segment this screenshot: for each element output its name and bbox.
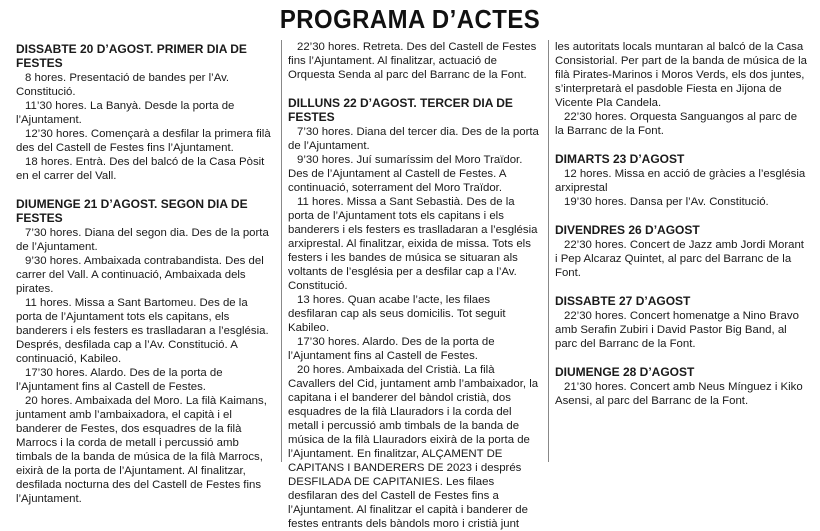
event-item: 7’30 hores. Diana del segon dia. Des de la porta de l’Ajuntament. <box>16 227 269 253</box>
event-item: 12 hores. Missa en acció de gràcies a l’església arxiprestal <box>555 168 806 194</box>
column-2 <box>281 40 545 530</box>
event-item: 22’30 hores. Orquesta Sanguangos al parc de la Barranc de la Font. <box>555 111 798 137</box>
event-item: 20 hores. Ambaixada del Cristià. La filà Cavallers del Cid, juntament amb l’ambaixador, la capitana i el banderer del bàndol cristià, dos esquadres de la filà Llauradors i la corda del metall i percussió amb timbals de la banda de música de la filà Llauradors eixirà de la porta de l’Ajuntament. En finalitzar, ALÇAMENT DE CAPITANS I BANDERERS DE 2023 i després DESFILADA DE CAPITANIES. Les filaes desfilaran des del Castell de Festes fins a l’Ajuntament. Al finalitzar el capità i banderer de festes entrants dels bàndols moro i cristià junt <box>288 364 539 530</box>
event-item: 11’30 hores. La Banyà. Desde la porta de l’Ajuntament. <box>16 100 235 126</box>
event-item: 13 hores. Quan acabe l’acte, les filaes desfilaran cap als seus domicilis. Tot seguit Kabileo. <box>288 294 506 334</box>
event-item: les autoritats locals muntaran al balcó de la Casa Consistorial. Per part de la banda de música de la filà Pirates-Marinos i Moros Verds, els dos juntes, s’interpretarà el pasdoble Fiesta en Jijona de Vicente Pla Candela. <box>555 41 808 109</box>
event-item: 21’30 hores. Concert amb Neus Mínguez i Kiko Asensi, al parc del Barranc de la Font. <box>555 381 803 407</box>
event-item: 9’30 hores. Juí sumaríssim del Moro Traïdor. Des de l’Ajuntament al Castell de Festes. A continuació, soterrament del Moro Traïdor. <box>288 154 523 194</box>
column-3 <box>548 40 814 462</box>
day-heading: DIVENDRES 26 D’AGOST <box>555 223 700 237</box>
event-item: 20 hores. Ambaixada del Moro. La filà Kaimans, juntament amb l’ambaixadora, el capità i el banderer de Festes, dos esquadres de la filà Marrocs i la corda de metall i percussió amb timbals de la banda de música de la filà Marrocs, eixirà de la porta de l’Ajuntament. Al finalitzar, desfilada nocturna des del Castell de Festes fins l’Ajuntament. <box>16 395 267 505</box>
day-heading: DISSABTE 20 D’AGOST. PRIMER DIA DE FESTES <box>16 42 247 70</box>
event-item: 17’30 hores. Alardo. Des de la porta de l’Ajuntament fins al Castell de Festes. <box>16 367 223 393</box>
event-item: 7’30 hores. Diana del tercer dia. Des de la porta de l’Ajuntament. <box>288 126 539 152</box>
event-item: 11 hores. Missa a Sant Sebastià. Des de la porta de l’Ajuntament tots els capitans i els banderers i els festers es traslladaran a l’església arxiprestal. Al finalitzar, eixida de missa. Tots els festers i les bandes de música se situaran als voltants de l’església per a desfilar cap a l’Av. Constitució. <box>288 196 538 292</box>
page-title: PROGRAMA D’ACTES <box>279 4 541 34</box>
day-heading: DIUMENGE 28 D’AGOST <box>555 365 695 379</box>
event-item: 22’30 hores. Concert de Jazz amb Jordi Morant i Pep Alcaraz Quintet, al parc del Barranc de la Font. <box>555 239 804 279</box>
event-item: 19’30 hores. Dansa per l’Av. Constitució. <box>564 196 769 208</box>
event-item: 22’30 hores. Retreta. Des del Castell de Festes fins l’Ajuntament. Al finalitzar, actuació de Orquesta Senda al parc del Barranc de la Font. <box>288 41 537 81</box>
day-heading: DIMARTS 23 D’AGOST <box>555 152 685 166</box>
event-item: 18 hores. Entrà. Des del balcó de la Casa Pòsit en el carrer del Vall. <box>16 156 265 182</box>
event-item: 12’30 hores. Començarà a desfilar la primera filà des del Castell de Festes fins l’Ajuntament. <box>16 128 271 154</box>
event-item: 8 hores. Presentació de bandes per l’Av. Constitució. <box>16 72 230 98</box>
day-heading: DILLUNS 22 D’AGOST. TERCER DIA DE FESTES <box>288 96 513 124</box>
event-item: 22’30 hores. Concert homenatge a Nino Bravo amb Serafin Zubiri i David Pastor Big Band, al parc del Barranc de la Font. <box>555 310 799 350</box>
event-item: 9’30 hores. Ambaixada contrabandista. Des del carrer del Vall. A continuació, Ambaixada dels pirates. <box>16 255 264 295</box>
day-heading: DIUMENGE 21 D’AGOST. SEGON DIA DE FESTES <box>16 197 248 225</box>
event-item: 11 hores. Missa a Sant Bartomeu. Des de la porta de l’Ajuntament tots els capitans, els banderers i els festers es traslladaran a l’església. Després, desfilada cap a l’Av. Constitució. A continuació, Kabileo. <box>16 297 269 365</box>
day-heading: DISSABTE 27 D’AGOST <box>555 294 691 308</box>
column-1 <box>10 40 278 505</box>
event-item: 17’30 hores. Alardo. Des de la porta de l’Ajuntament fins al Castell de Festes. <box>288 336 495 362</box>
